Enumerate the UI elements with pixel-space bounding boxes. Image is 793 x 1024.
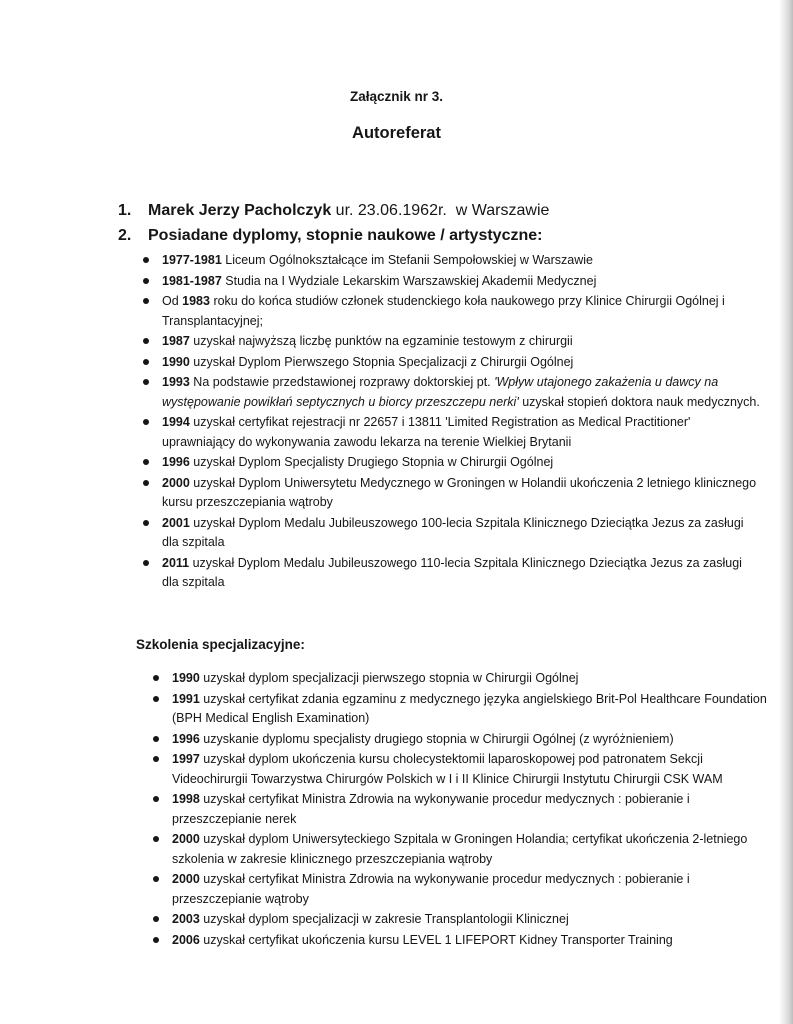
item-number: 2. <box>118 227 132 244</box>
list-item-text: uzyskał Dyplom Specjalisty Drugiego Stopnia w Chirurgii Ogólnej <box>189 455 554 469</box>
bullet-icon <box>143 278 149 284</box>
list-item-year: 1977-1981 <box>162 253 222 267</box>
list-item <box>162 332 762 352</box>
list-item-year: 2006 <box>172 932 200 947</box>
birth-info: ur. 23.06.1962r. w Warszawie <box>331 202 550 219</box>
list-item-text: uzyskał certyfikat Ministra Zdrowia na wykonywanie procedur medycznych : pobieranie i przeszczepianie nerek <box>172 792 690 826</box>
bullet-icon <box>143 480 149 486</box>
list-item-text: uzyskał dyplom ukończenia kursu cholecystektomii laparoskopowej pod patronatem Sekcji Videochirurgii Towarzystwa Chirurgów Polskich w I i II Klinice Chirurgii Instytutu Chirurgii CSK WAM <box>172 752 723 786</box>
list-item <box>172 910 772 930</box>
list-item-text: uzyskał dyplom specjalizacji w zakresie Transplantologii Klinicznej <box>199 912 569 926</box>
list-item-text: Od <box>162 294 183 308</box>
bullet-icon <box>143 419 149 425</box>
list-item-text: uzyskał certyfikat Ministra Zdrowia na wykonywanie procedur medycznych : pobieranie i przeszczepianie wątroby <box>172 872 690 906</box>
bullet-icon <box>143 338 149 344</box>
numbered-list <box>118 202 758 252</box>
bullet-icon <box>153 696 159 702</box>
list-item <box>172 870 772 909</box>
list-item-year: 1993 <box>162 375 190 389</box>
list-item <box>172 750 772 789</box>
diplomas-heading: Posiadane dyplomy, stopnie naukowe / artystyczne: <box>148 227 543 244</box>
list-item-year: 2000 <box>162 475 190 490</box>
list-item <box>162 554 762 593</box>
list-item <box>162 353 762 373</box>
person-name: Marek Jerzy Pacholczyk <box>148 202 332 219</box>
bullet-icon <box>153 736 159 742</box>
bullet-icon <box>153 756 159 762</box>
list-item-year: 1991 <box>172 691 200 706</box>
list-item-text: uzyskał dyplom specjalizacji pierwszego stopnia w Chirurgii Ogólnej <box>199 671 579 685</box>
list-item-text: Na podstawie przedstawionej rozprawy doktorskiej pt. <box>189 375 495 389</box>
list-item <box>172 931 772 951</box>
bullet-icon <box>143 520 149 526</box>
list-item-year: 2000 <box>172 832 200 846</box>
document-title: Autoreferat <box>352 124 441 142</box>
list-item-year: 1996 <box>162 455 190 469</box>
item-number: 1. <box>118 202 132 219</box>
list-item <box>172 690 772 729</box>
bullet-icon <box>153 916 159 922</box>
list-item-year: 2001 <box>162 515 190 530</box>
bullet-icon <box>143 298 149 304</box>
list-item-year: 2011 <box>162 555 190 570</box>
list-item-text: uzyskał Dyplom Pierwszego Stopnia Specjalizacji z Chirurgii Ogólnej <box>189 354 574 369</box>
list-item-year: 1990 <box>162 354 190 369</box>
bullet-icon <box>153 836 159 842</box>
dissertation-title: 'Wpływ utajonego zakażenia u dawcy na występowanie powikłań septycznych u biorcy przeszczepu nerki' <box>162 375 719 409</box>
list-item-text: Studia na I Wydziale Lekarskim Warszawskiej Akademii Medycznej <box>221 273 597 288</box>
list-item <box>162 373 762 412</box>
list-item <box>162 474 762 513</box>
bullet-icon <box>153 796 159 802</box>
training-heading: Szkolenia specjalizacyjne: <box>136 637 305 652</box>
bullet-icon <box>143 379 149 385</box>
list-item-year: 1996 <box>172 731 200 746</box>
page-edge-shadow <box>779 0 793 1024</box>
list-item <box>172 830 772 869</box>
bullet-icon <box>153 675 159 681</box>
list-item <box>162 272 762 292</box>
annex-label: Załącznik nr 3. <box>349 89 444 104</box>
list-item-year: 1994 <box>162 415 190 429</box>
list-item-year: 1981-1987 <box>162 273 222 288</box>
list-item-text: roku do końca studiów członek studenckiego koła naukowego przy Klinice Chirurgii Ogólnej i Transplantacyjnej; <box>162 294 725 328</box>
list-item-year: 1997 <box>172 752 200 766</box>
numbered-item-diplomas <box>118 227 758 252</box>
trainings-list <box>172 669 772 951</box>
bullet-icon <box>153 937 159 943</box>
list-item-text: uzyskał certyfikat zdania egzaminu z medycznego języka angielskiego Brit-Pol Healthcare Foundation (BPH Medical English Examination) <box>172 691 767 725</box>
list-item <box>172 730 772 750</box>
list-item-text: uzyskał certyfikat ukończenia kursu LEVEL 1 LIFEPORT Kidney Transporter Training <box>199 932 673 947</box>
list-item-year: 1990 <box>172 671 200 685</box>
bullet-icon <box>153 876 159 882</box>
list-item-text: uzyskanie dyplomu specjalisty drugiego stopnia w Chirurgii Ogólnej (z wyróżnieniem) <box>199 731 674 746</box>
bullet-icon <box>143 459 149 465</box>
list-item-year: 1983 <box>182 294 210 308</box>
list-item <box>162 251 762 271</box>
numbered-item-name <box>118 202 758 227</box>
list-item-text: uzyskał najwyższą liczbę punktów na egzaminie testowym z chirurgii <box>189 334 573 348</box>
list-item <box>162 413 762 452</box>
list-item-year: 2000 <box>172 872 200 886</box>
bullet-icon <box>143 257 149 263</box>
diplomas-list <box>162 251 762 594</box>
list-item <box>172 790 772 829</box>
list-item-text: uzyskał certyfikat rejestracji nr 22657 i 13811 'Limited Registration as Medical Practitioner' uprawniający do wykonywania zawodu lekarza na terenie Wielkiej Brytanii <box>162 415 691 449</box>
list-item-text: uzyskał stopień doktora nauk medycznych. <box>518 394 760 409</box>
list-item <box>162 292 762 331</box>
bullet-icon <box>143 560 149 566</box>
list-item-text: Liceum Ogólnokształcące im Stefanii Sempołowskiej w Warszawie <box>221 253 593 267</box>
list-item-text: uzyskał Dyplom Medalu Jubileuszowego 100-lecia Szpitala Klinicznego Dzieciątka Jezus za zasługi dla szpitala <box>162 515 744 549</box>
list-item-year: 1998 <box>172 792 200 806</box>
bullet-icon <box>143 359 149 365</box>
list-item-text: uzyskał Dyplom Medalu Jubileuszowego 110-lecia Szpitala Klinicznego Dzieciątka Jezus za zasługi dla szpitala <box>162 555 742 589</box>
list-item-text: uzyskał dyplom Uniwersyteckiego Szpitala w Groningen Holandia; certyfikat ukończenia 2-letniego szkolenia w zakresie klinicznego przeszczepiania wątroby <box>172 832 748 866</box>
list-item <box>172 669 772 689</box>
list-item <box>162 453 762 473</box>
list-item <box>162 514 762 553</box>
list-item-year: 1987 <box>162 334 190 348</box>
list-item-year: 2003 <box>172 912 200 926</box>
list-item-text: uzyskał Dyplom Uniwersytetu Medycznego w Groningen w Holandii ukończenia 2 letniego klinicznego kursu przeszczepiania wątroby <box>162 475 757 509</box>
